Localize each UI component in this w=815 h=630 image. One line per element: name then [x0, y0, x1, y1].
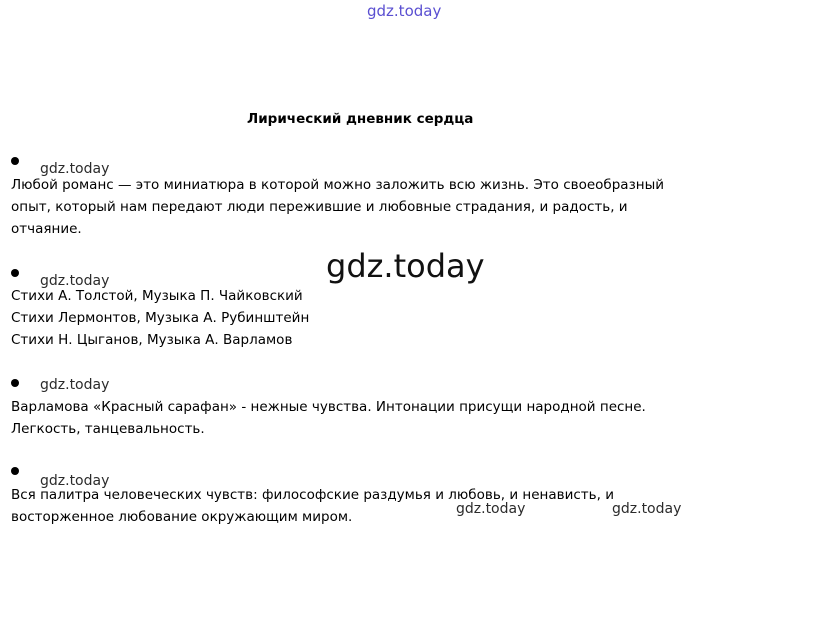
watermark-small: gdz.today	[40, 473, 110, 489]
watermark-small: gdz.today	[40, 377, 110, 393]
bullet-icon	[11, 467, 19, 475]
text-line: Стихи А. Толстой, Музыка П. Чайковский	[11, 288, 303, 304]
text-line: Вся палитра человеческих чувств: философские раздумья и любовь, и ненависть, и	[11, 487, 614, 503]
watermark-small: gdz.today	[612, 501, 682, 517]
document-title: Лирический дневник сердца	[247, 111, 474, 127]
text-line: отчаяние.	[11, 221, 82, 237]
bullet-icon	[11, 379, 19, 387]
bullet-icon	[11, 157, 19, 165]
text-line: опыт, который нам передают люди пережившие и любовные страдания, и радость, и	[11, 199, 628, 215]
paragraph-sarafan	[11, 396, 646, 440]
paragraph-authors	[11, 285, 309, 351]
text-line: Любой романс — это миниатюра в которой можно заложить всю жизнь. Это своеобразный	[11, 177, 665, 193]
watermark-top: gdz.today	[367, 2, 442, 20]
watermark-center: gdz.today	[326, 247, 485, 285]
bullet-icon	[11, 269, 19, 277]
text-line: Стихи Н. Цыганов, Музыка А. Варламов	[11, 332, 293, 348]
text-line: Легкость, танцевальность.	[11, 421, 205, 437]
text-line: Стихи Лермонтов, Музыка А. Рубинштейн	[11, 310, 310, 326]
watermark-small: gdz.today	[40, 161, 110, 177]
text-line: восторженное любование окружающим миром.	[11, 509, 353, 525]
paragraph-romance	[11, 174, 664, 240]
watermark-small: gdz.today	[40, 273, 110, 289]
watermark-small: gdz.today	[456, 501, 526, 517]
text-line: Варламова «Красный сарафан» - нежные чувства. Интонации присущи народной песне.	[11, 399, 646, 415]
